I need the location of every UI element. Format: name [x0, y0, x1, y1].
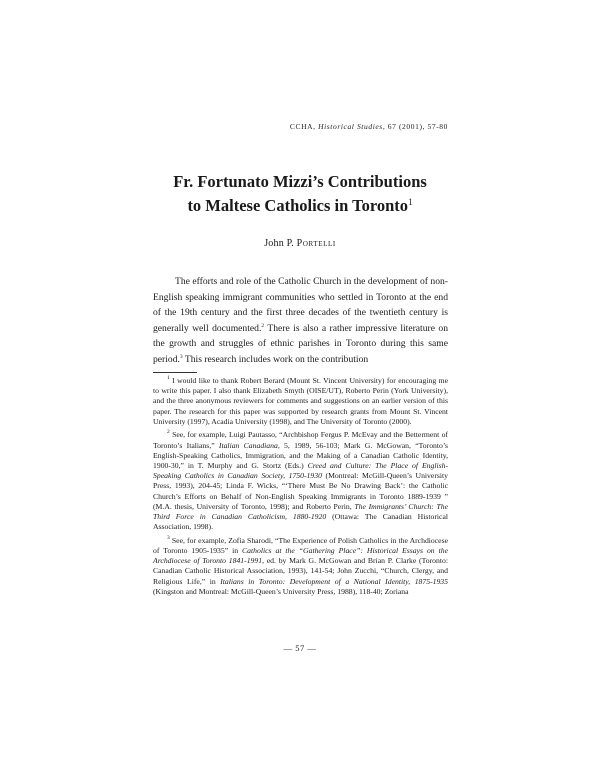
footnote-text: (Kingston and Montreal: McGill-Queen’s University Press, 1988), 118-40; Zoriana	[153, 586, 409, 596]
footnote-citation-title: Catholics at the “Gathering Place”: Historical Essays on the Archdiocese of Toronto 1841-1991	[153, 546, 448, 566]
footnote-citation-title: Italians in Toronto: Development of a National Identity, 1875-1935	[220, 576, 448, 586]
page-number: — 57 —	[283, 643, 317, 653]
footnote-citation-title: Italian Canadiana	[218, 440, 278, 450]
author-byline	[0, 238, 600, 249]
footnote-ref-2: 2	[261, 322, 265, 329]
footnote-text: , ed. by Mark G. McGowan and Brian P. Clarke (Toronto: Canadian Catholic Historical Association, 1993), 141-54; John Zucchi, “Church, Clergy, and Religious Life,” in	[153, 556, 448, 586]
running-head-journal-title: Historical Studies	[318, 122, 383, 131]
footnote-ref-3: 3	[179, 353, 183, 360]
footnote-text: See, for example, Zofia Sharodi, “The Experience of Polish Catholics in the Archdiocese of Toronto 1905-1935” in	[153, 535, 448, 556]
article-title	[0, 171, 600, 216]
footnote-text: I would like to thank Robert Berard (Mount St. Vincent University) for encouraging me to write this paper. I also thank Elizabeth Smyth (OISE/UT), Roberto Perin (York University), and the three anonymous reviewers for comments and suggestions on an earlier version of this paper. The research for this paper was supported by research grants from Mount St. Vincent University (1997), Acadia University (1998), and The University of Toronto (2000).	[153, 376, 448, 426]
article-body	[153, 274, 448, 368]
footnote-text: (Montreal: McGill-Queen’s University Press, 1993), 204-45; Linda F. Wicks, “‘There Must Be No Drawing Back’: the Catholic Church’s Efforts on Behalf of Non-English Speaking Immigrants in Toronto 1889-1939 ” (M.A. thesis, University of Toronto, 1998); and Roberto Perin,	[153, 471, 448, 511]
title-footnote-marker: 1	[408, 197, 413, 208]
author-given-name: John P.	[264, 238, 297, 249]
footnote-citation-title: The Immigrants’ Church: The Third Force in Canadian Catholicism, 1880-1920	[153, 501, 448, 522]
footnote-number: 3	[167, 534, 170, 541]
footnotes	[153, 376, 448, 600]
footnote-2	[153, 430, 448, 532]
body-sentence-2: There is also a rather impressive literature on the growth and struggles of ethnic parishes in Toronto during this same period.	[153, 322, 448, 365]
footnote-separator	[153, 372, 197, 373]
footnote-number: 1	[167, 375, 170, 381]
footnote-3	[153, 536, 448, 597]
running-head-details: , 67 (2001), 57-80	[382, 122, 448, 131]
footnote-text: , 5, 1989, 56-103; Mark G. McGowan, “Toronto’s English-Speaking Catholics, Immigration, and the Making of a Canadian Catholic Identity, 1900-30,” in T. Murphy and G. Stortz (Eds.)	[153, 440, 448, 471]
footnote-citation-title: Creed and Culture: The Place of English-Speaking Catholics in Canadian Society, 1750-1930	[153, 461, 448, 481]
title-line-2: to Maltese Catholics in Toronto	[187, 196, 409, 216]
footnote-text: (Ottawa: The Canadian Historical Association, 1998).	[153, 512, 448, 532]
author-surname: Portelli	[296, 238, 336, 249]
footnote-text: See, for example, Luigi Pautasso, “Archbishop Fergus P. McEvay and the Betterment of Toronto’s Italians,”	[153, 430, 448, 450]
body-paragraph	[153, 274, 448, 368]
title-line-1: Fr. Fortunato Mizzi’s Contributions	[173, 172, 427, 192]
running-head	[290, 122, 448, 131]
footnote-1	[153, 376, 448, 427]
footnote-number: 2	[167, 429, 170, 436]
body-sentence-1: The efforts and role of the Catholic Church in the development of non-English speaking immigrant communities who settled in Toronto at the end of the 19th century and the first three decades of the twentieth century is generally well documented.	[153, 276, 448, 334]
running-head-journal: CCHA,	[289, 122, 319, 131]
body-sentence-3: This research includes work on the contribution	[182, 353, 369, 365]
